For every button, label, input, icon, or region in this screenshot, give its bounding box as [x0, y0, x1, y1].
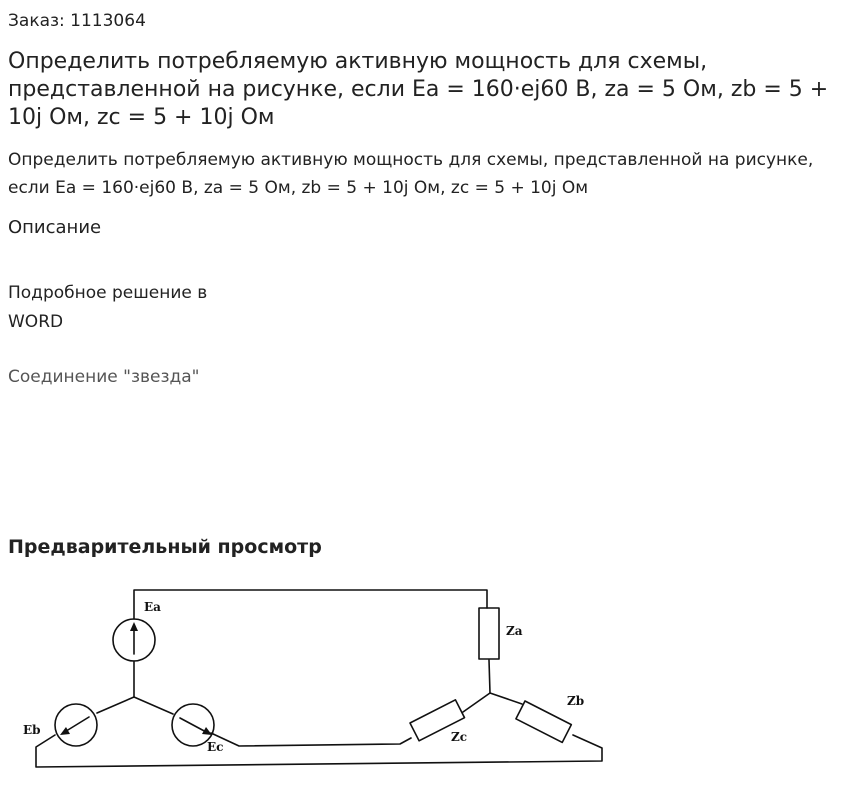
wire-zc-center [463, 693, 490, 712]
connection-type-label: Соединение "звезда" [8, 367, 200, 387]
resistor-zb [516, 701, 571, 742]
description-section-label: Описание [8, 217, 102, 238]
resistor-za [479, 608, 499, 659]
label-zc: Zc [451, 730, 468, 744]
arrowhead-ea [130, 622, 138, 631]
arrow-ec [180, 718, 208, 733]
wire-za-center [489, 660, 490, 693]
circuit-diagram [0, 580, 640, 780]
wire-ec-zc [211, 733, 411, 746]
wire-ec-center [134, 697, 173, 714]
label-za: Za [506, 624, 523, 638]
wire-eb-bottom [36, 735, 602, 767]
label-zb: Zb [567, 694, 585, 708]
arrowhead-eb [60, 727, 70, 735]
wire-eb-center [97, 697, 134, 713]
solution-note: Подробное решение в WORD [8, 283, 208, 332]
preview-heading: Предварительный просмотр [8, 536, 322, 558]
order-number: Заказ: 1113064 [8, 11, 146, 31]
label-ea: Ea [144, 600, 161, 614]
label-ec: Ec [207, 740, 224, 754]
task-description: Определить потребляемую активную мощность для схемы, представленной на рисунке, если Ea = 160·ej60 В, za = 5 Ом, zb = 5 + 10j Ом, zc = 5 + 10j Ом [8, 150, 814, 198]
wire-zb-center [490, 693, 522, 704]
wire-ea-top [134, 590, 487, 619]
label-eb: Eb [23, 723, 41, 737]
page-title: Определить потребляемую активную мощность для схемы, представленной на рисунке, если Ea = 160·ej60 В, za = 5 Ом, zb = 5 + 10j Ом, zc = 5 + 10j Ом [8, 49, 829, 130]
